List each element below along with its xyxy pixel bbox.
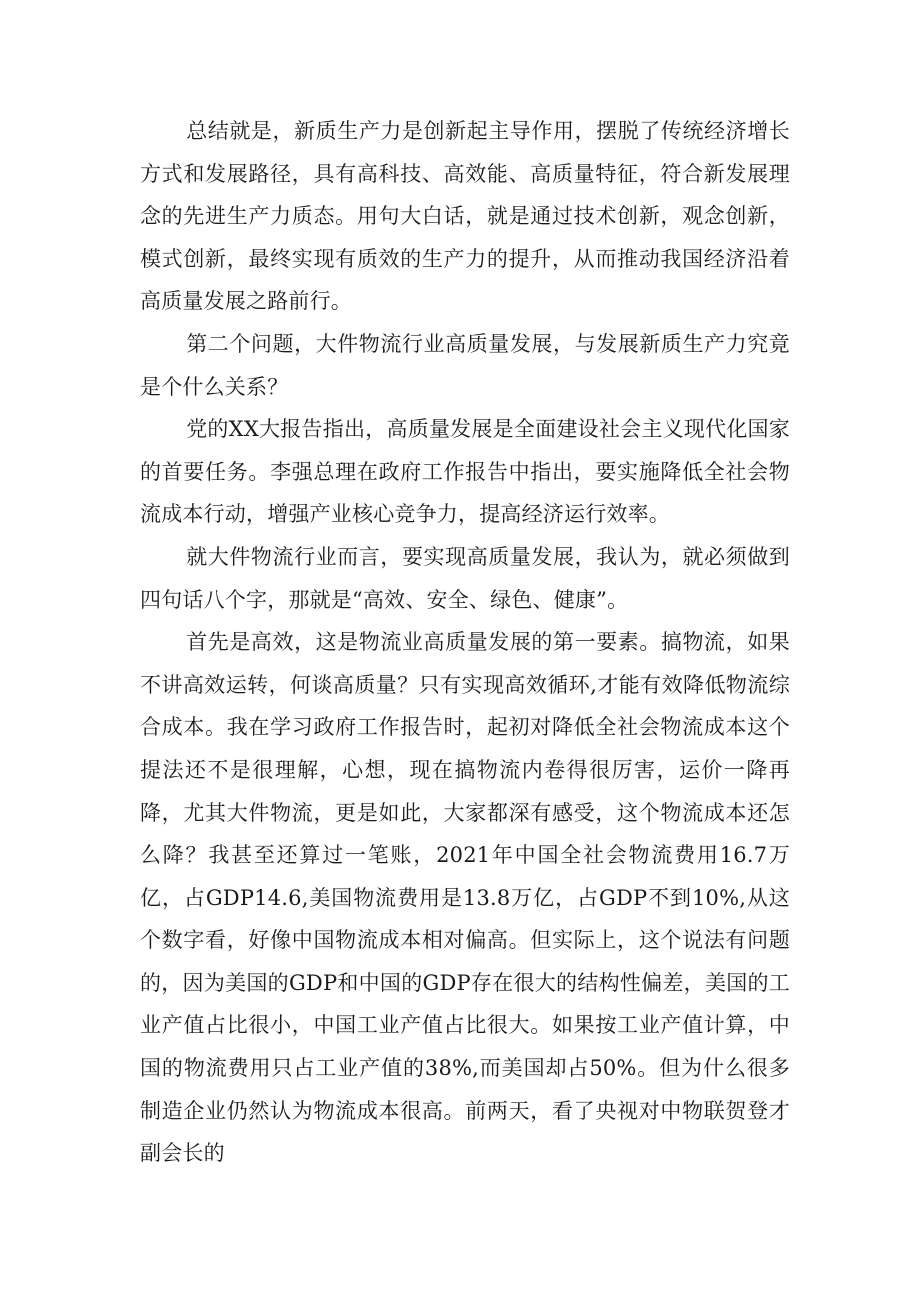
- paragraph-party-report: 党的XX大报告指出，高质量发展是全面建设社会主义现代化国家的首要任务。李强总理在政府工作报告中指出，要实施降低全社会物流成本行动，增强产业核心竞争力，提高经济运行效率。: [140, 417, 790, 527]
- paragraph-heavy-logistics: 就大件物流行业而言，要实现高质量发展，我认为，就必须做到四句话八个字，那就是“高效、安全、绿色、健康”。: [140, 544, 790, 612]
- paragraph-summary: 总结就是，新质生产力是创新起主导作用，摆脱了传统经济增长方式和发展路径，具有高科技、高效能、高质量特征，符合新发展理念的先进生产力质态。用句大白话，就是通过技术创新，观念创新，模式创新，最终实现有质效的生产力的提升，从而推动我国经济沿着高质量发展之路前行。: [140, 119, 790, 314]
- paragraph-efficiency: 首先是高效，这是物流业高质量发展的第一要素。搞物流，如果不讲高效运转，何谈高质量？只有实现高效循环,才能有效降低物流综合成本。我在学习政府工作报告时，起初对降低全社会物流成本这个提法还不是很理解，心想，现在搞物流内卷得很厉害，运价一降再降，尤其大件物流，更是如此，大家都深有感受，这个物流成本还怎么降？我甚至还算过一笔账，2021年中国全社会物流费用16.7万亿，占GDP14.6,美国物流费用是13.8万亿，占GDP不到10%,从这个数字看，好像中国物流成本相对偏高。但实际上，这个说法有问题的，因为美国的GDP和中国的GDP存在很大的结构性偏差，美国的工业产值占比很小，中国工业产值占比很大。如果按工业产值计算，中国的物流费用只占工业产值的38%,而美国却占50%。但为什么很多制造企业仍然认为物流成本很高。前两天，看了央视对中物联贺登才副会长的: [140, 630, 790, 1166]
- document-body: [140, 110, 790, 1175]
- paragraph-question-two: 第二个问题，大件物流行业高质量发展，与发展新质生产力究竟是个什么关系？: [140, 331, 790, 399]
